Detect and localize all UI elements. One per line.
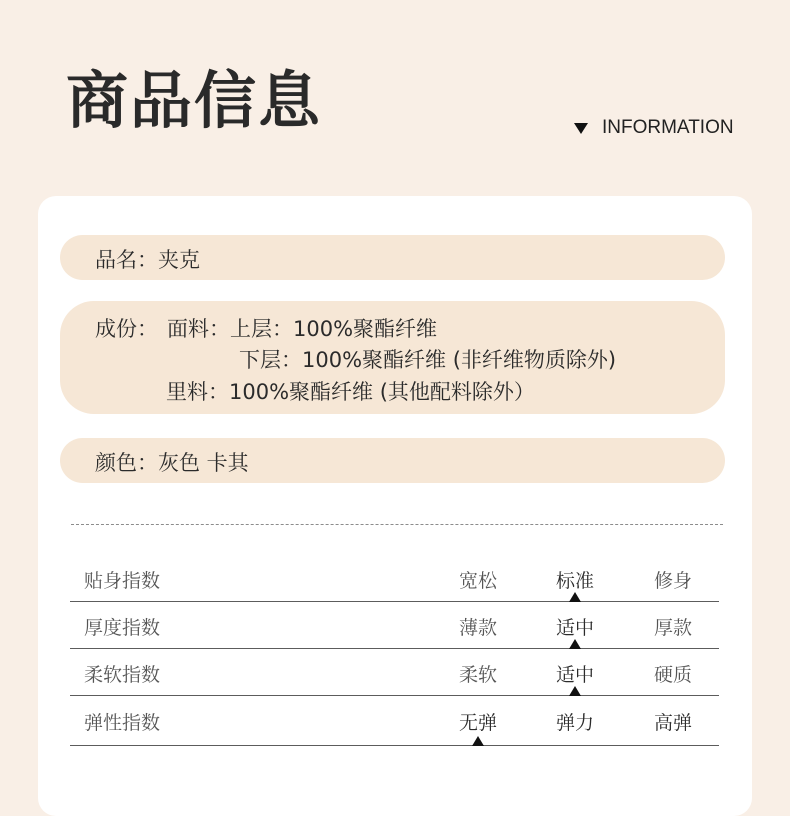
index-option-selected: 标准 (555, 570, 594, 592)
index-option: 厚款 (653, 617, 692, 639)
index-option: 修身 (653, 570, 692, 592)
product-name: 品名：夹克 (95, 248, 200, 272)
composition-line-1: 面料：上层：100%聚酯纤维 (167, 317, 438, 341)
composition-line-3: 里料：100%聚酯纤维 (其他配料除外） (166, 380, 535, 404)
composition-label: 成份： (95, 317, 158, 341)
color-pill (60, 438, 725, 483)
index-option: 弹力 (555, 712, 594, 734)
composition-line-2: 下层：100%聚酯纤维 (非纤维物质除外) (239, 348, 617, 372)
index-row-thickness (70, 601, 719, 649)
information-label (574, 117, 734, 139)
product-color: 颜色：灰色 卡其 (95, 451, 249, 475)
index-row-elasticity (70, 696, 719, 746)
index-option: 高弹 (653, 712, 692, 734)
index-label: 弹性指数 (84, 712, 161, 734)
product-info-card (38, 196, 752, 816)
triangle-down-icon (574, 123, 588, 134)
index-option-selected: 无弹 (458, 712, 497, 734)
page-title: 商品信息 (66, 64, 323, 137)
index-option-selected: 适中 (555, 664, 594, 686)
triangle-up-icon (472, 736, 484, 746)
index-option: 硬质 (653, 664, 692, 686)
dashed-divider (71, 524, 723, 525)
index-label: 柔软指数 (84, 664, 161, 686)
composition-pill (60, 301, 725, 414)
index-option: 宽松 (458, 570, 497, 592)
index-option-selected: 适中 (555, 617, 594, 639)
information-text: INFORMATION (602, 117, 734, 138)
index-row-fit (70, 554, 719, 602)
index-label: 贴身指数 (84, 570, 161, 592)
index-option: 柔软 (458, 664, 497, 686)
index-label: 厚度指数 (84, 617, 161, 639)
index-option: 薄款 (458, 617, 497, 639)
triangle-up-icon (569, 686, 581, 696)
product-name-pill (60, 235, 725, 280)
index-row-softness (70, 648, 719, 696)
